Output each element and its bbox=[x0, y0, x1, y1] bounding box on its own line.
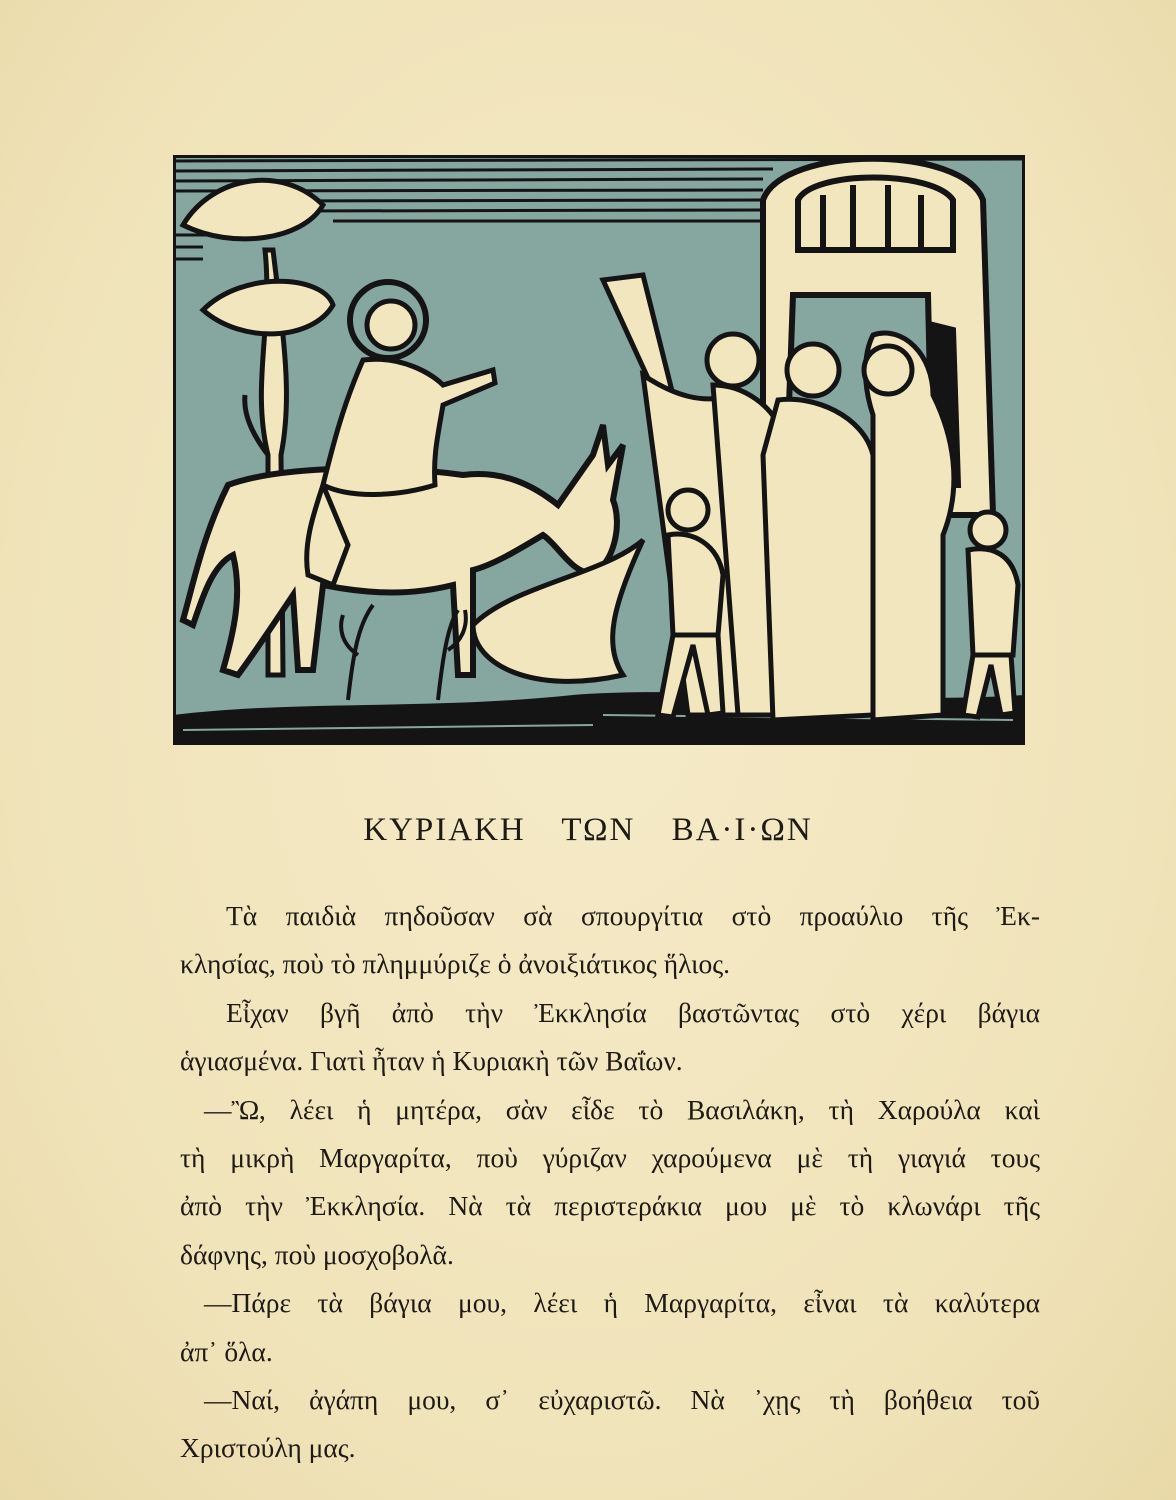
palm-sunday-woodcut-icon bbox=[173, 155, 1025, 745]
paragraph-5 bbox=[180, 1376, 1040, 1473]
paragraph-1 bbox=[180, 892, 1040, 989]
text-line: ἁγιασμένα. Γιατὶ ἦταν ἡ Κυριακὴ τῶν Βαΐων. bbox=[180, 1045, 683, 1077]
story-text bbox=[180, 892, 1040, 1473]
text-line: —Ναί, ἀγάπη μου, σ᾿ εὐχαριστῶ. Νὰ ᾿χῃς τὴ βοήθεια τοῦ bbox=[204, 1384, 1040, 1416]
paragraph-4 bbox=[180, 1279, 1040, 1376]
woodcut-illustration bbox=[173, 155, 1025, 745]
text-line: —Πάρε τὰ βάγια μου, λέει ἡ Μαργαρίτα, εἶναι τὰ καλύτερα bbox=[204, 1287, 1040, 1319]
text-line: τὴ μικρὴ Μαργαρίτα, ποὺ γύριζαν χαρούμενα μὲ τὴ γιαγιά τους bbox=[180, 1142, 1040, 1174]
text-line: δάφνης, ποὺ μοσχοβολᾶ. bbox=[180, 1238, 454, 1270]
paragraph-3 bbox=[180, 1086, 1040, 1280]
text-line: ἀπὸ τὴν Ἐκκλησία. Νὰ τὰ περιστεράκια μου μὲ τὸ κλωνάρι τῆς bbox=[180, 1190, 1040, 1222]
text-line: —Ὢ, λέει ἡ μητέρα, σὰν εἶδε τὸ Βασιλάκη, τὴ Χαρούλα καὶ bbox=[204, 1093, 1040, 1125]
text-line: Χριστούλη μας. bbox=[180, 1432, 356, 1464]
text-line: ἀπ᾿ ὅλα. bbox=[180, 1335, 273, 1367]
text-line: Εἶχαν βγῆ ἀπὸ τὴν Ἐκκλησία βαστῶντας στὸ χέρι βάγια bbox=[226, 996, 1040, 1028]
page-title: ΚΥΡΙΑΚΗ ΤΩΝ ΒΑ·Ι·ΩΝ bbox=[363, 812, 813, 848]
text-line: κλησίας, ποὺ τὸ πλημμύριζε ὁ ἀνοιξιάτικος ἥλιος. bbox=[180, 948, 730, 980]
paragraph-2 bbox=[180, 989, 1040, 1086]
text-line: Τὰ παιδιὰ πηδοῦσαν σὰ σπουργίτια στὸ προαύλιο τῆς Ἐκ- bbox=[226, 900, 1040, 931]
